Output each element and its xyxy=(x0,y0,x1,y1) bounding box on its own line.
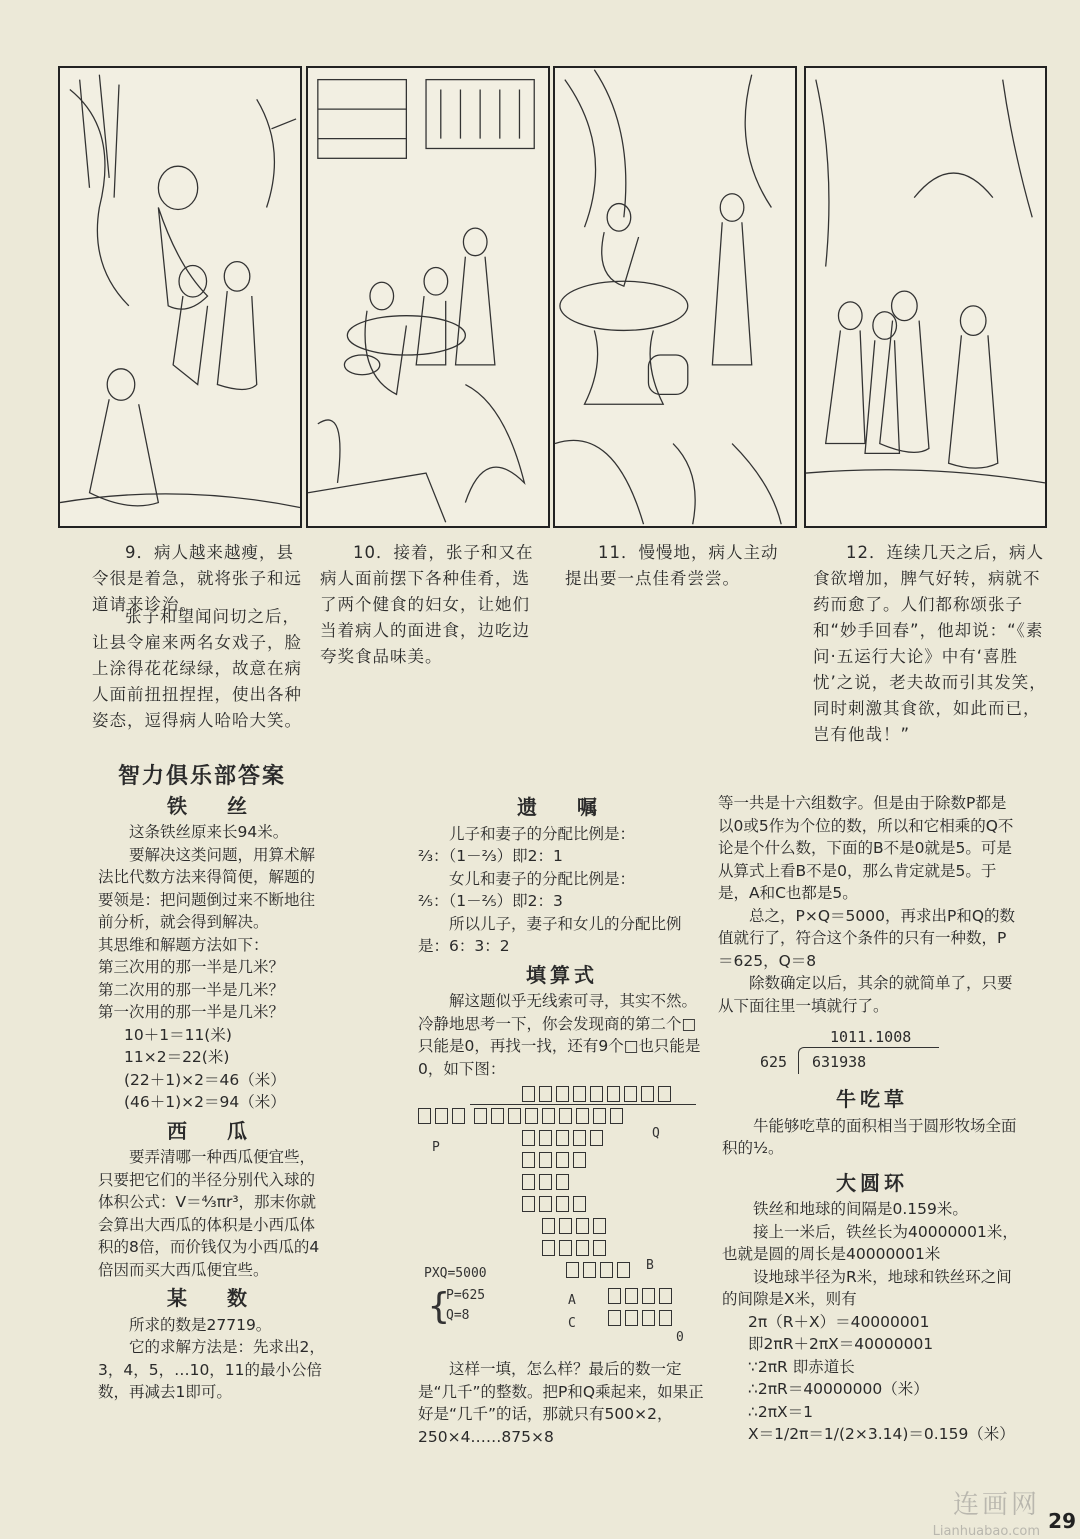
caption-11: 11．慢慢地，病人主动提出要一点佳肴尝尝。 xyxy=(565,543,779,588)
equation-line: ∴2πR＝40000000（米） xyxy=(748,1380,929,1398)
digit-box xyxy=(556,1130,569,1146)
page-number: 29 xyxy=(1048,1509,1076,1533)
answers-column-1 xyxy=(98,762,326,1404)
digit-box xyxy=(617,1262,630,1278)
digit-box xyxy=(607,1086,620,1102)
digit-box xyxy=(642,1288,655,1304)
label-a: A xyxy=(568,1293,576,1308)
digit-box xyxy=(522,1174,535,1190)
text-line: 其思维和解题方法如下： xyxy=(98,935,269,954)
heading-tiesi: 铁 丝 xyxy=(167,793,257,818)
text-line: 女儿和妻子的分配比例是： xyxy=(449,869,636,888)
equation-line: ∴2πX＝1 xyxy=(748,1402,814,1421)
label-pxq: PXQ=5000 xyxy=(424,1266,487,1281)
digit-box xyxy=(566,1262,579,1278)
text-line: 除数确定以后，其余的就简单了，只要从下面往里一填就行了。 xyxy=(718,974,1013,1015)
equation-line: (22＋1)×2＝46（米） xyxy=(124,1070,286,1089)
digit-box xyxy=(539,1196,552,1212)
digit-box xyxy=(642,1310,655,1326)
digit-box xyxy=(590,1130,603,1146)
digit-box xyxy=(522,1152,535,1168)
box-row xyxy=(608,1310,672,1326)
box-row xyxy=(522,1152,586,1168)
text-line: 要解决这类问题，用算术解法比代数方法来得简便，解题的要领是：把问题倒过来不断地往前分析，就会得到解决。 xyxy=(98,845,316,931)
heading-tiansuanshi: 填算式 xyxy=(526,962,598,987)
box-row xyxy=(608,1288,672,1304)
text-line: 牛能够吃草的面积相当于圆形牧场全面积的½。 xyxy=(722,1116,1017,1157)
digit-box xyxy=(418,1108,431,1124)
heading-yizhu: 遗 嘱 xyxy=(517,795,607,819)
digit-box xyxy=(435,1108,448,1124)
dividend: 631938 xyxy=(812,1053,867,1071)
digit-box xyxy=(539,1152,552,1168)
digit-box xyxy=(525,1108,538,1124)
digit-box xyxy=(556,1152,569,1168)
text-line: 这样一填，怎么样？最后的数一定是“几千”的整数。把P和Q乘起来，如果正好是“几千”的话，那就只有500×2，250×4……875×8 xyxy=(418,1360,704,1446)
digit-box xyxy=(573,1130,586,1146)
text-line: ⅖：（1－⅖）即2：3 xyxy=(418,892,563,910)
digit-box xyxy=(556,1196,569,1212)
digit-box xyxy=(576,1240,589,1256)
box-row xyxy=(474,1108,623,1124)
digit-box xyxy=(542,1240,555,1256)
digit-box xyxy=(583,1262,596,1278)
text-line: 设地球半径为R米，地球和铁丝环之间的间隙是X米，则有 xyxy=(722,1267,1012,1308)
answers-column-2 xyxy=(418,790,706,1080)
equation-line: 11×2＝22(米) xyxy=(124,1048,230,1066)
digit-box xyxy=(491,1108,504,1124)
digit-box xyxy=(508,1108,521,1124)
watermark-url: Lianhuabao.com xyxy=(932,1524,1040,1539)
digit-box xyxy=(573,1152,586,1168)
division-rule xyxy=(470,1104,696,1105)
text-line: 这条铁丝原来长94米。 xyxy=(129,823,289,841)
digit-box xyxy=(573,1196,586,1212)
caption-10: 10．接着，张子和又在病人面前摆下各种佳肴，选了两个健食的妇女，让她们当着病人的面进食，边吃边夸奖食品味美。 xyxy=(320,543,534,666)
box-row xyxy=(542,1218,606,1234)
text-line: 接上一米后，铁丝长为40000001米，也就是圆的周长是40000001米 xyxy=(722,1222,1018,1263)
label-zero: 0 xyxy=(676,1330,684,1345)
caption-12: 12．连续几天之后，病人食欲增加，脾气好转，病就不药而愈了。人们都称颂张子和“妙手回春”，他却说：“《素问·五运行大论》中有‘喜胜忧’之说，老夫故而引其发笑，同时刺激其食欲，如此而已，岂有他哉！” xyxy=(813,543,1047,744)
digit-box xyxy=(576,1108,589,1124)
text-line: 等一共是十六组数字。但是由于除数P都是以0或5作为个位的数，所以和它相乘的Q不论是个什么数，下面的B不是0就是5。可是从算式上看B不是0，那么肯定就是5。于是，A和C也都是5。 xyxy=(718,794,1014,902)
equation-line: 10＋1＝11(米) xyxy=(124,1025,232,1044)
divisor: 625 xyxy=(760,1053,788,1071)
caption-9: 9．病人越来越瘦，县令很是着急，就将张子和远道请来诊治。 xyxy=(92,543,302,614)
text-line: 解这题似乎无线索可寻，其实不然。冷静地思考一下，你会发现商的第二个□只能是0，再找一找，还有9个□也只能是0，如下图： xyxy=(418,992,701,1078)
illustration-panel-10 xyxy=(306,66,550,528)
illustration-panel-9 xyxy=(58,66,302,528)
digit-box xyxy=(608,1288,621,1304)
illustration-panel-11 xyxy=(553,66,797,528)
section-title: 智力俱乐部答案 xyxy=(118,764,287,789)
box-row xyxy=(522,1196,586,1212)
equation-line: 即2πR＋2πX＝40000001 xyxy=(748,1335,934,1353)
digit-box xyxy=(658,1086,671,1102)
quotient: 1011.1008 xyxy=(830,1028,912,1046)
heading-niuchicao: 牛吃草 xyxy=(836,1087,908,1111)
text-line: 总之，P×Q＝5000，再求出P和Q的数值就行了，符合这个条件的只有一种数，P＝625，Q＝8 xyxy=(718,906,1016,970)
label-q: Q xyxy=(652,1126,660,1141)
text-line: 它的求解方法是：先求出2，3，4，5，…10，11的最小公倍数，再减去1即可。 xyxy=(98,1338,325,1401)
text-line: 要弄清哪一种西瓜便宜些，只要把它们的半径分别代入球的体积公式：V＝⁴⁄₃πr³，那末你就会算出大西瓜的体积是小西瓜体积的8倍，而价钱仅为小西瓜的4倍因而买大西瓜便宜些。 xyxy=(98,1148,320,1279)
text-line: 儿子和妻子的分配比例是： xyxy=(449,824,636,843)
digit-box xyxy=(593,1240,606,1256)
label-c: C xyxy=(568,1316,576,1331)
box-row xyxy=(522,1130,603,1146)
digit-box xyxy=(610,1108,623,1124)
text-line: 第一次用的那一半是几米？ xyxy=(98,1003,285,1021)
digit-box xyxy=(556,1174,569,1190)
digit-box xyxy=(539,1174,552,1190)
digit-box xyxy=(625,1288,638,1304)
box-row xyxy=(566,1262,630,1278)
digit-box xyxy=(659,1288,672,1304)
text-line: 第三次用的那一半是几米？ xyxy=(98,958,285,976)
heading-dayuanhuan: 大圆环 xyxy=(836,1170,908,1195)
box-row xyxy=(522,1174,569,1190)
scene-drawing xyxy=(806,68,1045,526)
digit-box xyxy=(624,1086,637,1102)
digit-box xyxy=(600,1262,613,1278)
text-line: 第二次用的那一半是几米？ xyxy=(98,980,285,999)
illustration-panel-12 xyxy=(804,66,1047,528)
digit-box xyxy=(556,1086,569,1102)
digit-box xyxy=(452,1108,465,1124)
watermark-logo: 连画网 xyxy=(952,1490,1040,1520)
digit-box xyxy=(559,1218,572,1234)
digit-box xyxy=(590,1086,603,1102)
equation-line: X＝1/2π＝1/(2×3.14)＝0.159（米） xyxy=(748,1425,1015,1443)
text-line: ⅔：（1－⅔）即2：1 xyxy=(418,847,563,865)
digit-box xyxy=(641,1086,654,1102)
digit-box xyxy=(576,1218,589,1234)
label-q-eq: Q=8 xyxy=(446,1308,470,1323)
equation-line: 2π（R＋X）＝40000001 xyxy=(748,1312,930,1331)
scene-drawing xyxy=(308,68,548,526)
brace: { xyxy=(428,1286,450,1327)
digit-box xyxy=(542,1108,555,1124)
caption-9b: 张子和望闻问切之后，让县令雇来两名女戏子，脸上涂得花花绿绿，故意在病人面前扭扭捏捏，使出各种姿态，逗得病人哈哈大笑。 xyxy=(92,607,302,730)
digit-box xyxy=(573,1086,586,1102)
digit-box xyxy=(593,1218,606,1234)
tiansuanshi-after xyxy=(418,1358,706,1448)
box-row xyxy=(542,1240,606,1256)
scene-drawing xyxy=(555,68,795,526)
digit-box xyxy=(522,1130,535,1146)
digit-box xyxy=(474,1108,487,1124)
equation-line: ∵2πR 即赤道长 xyxy=(748,1357,855,1376)
digit-box xyxy=(659,1310,672,1326)
text-line: 所求的数是27719。 xyxy=(129,1315,272,1334)
digit-box xyxy=(559,1108,572,1124)
answers-column-3b xyxy=(722,1082,1022,1446)
text-line: 所以儿子，妻子和女儿的分配比例是：6：3：2 xyxy=(418,914,682,955)
answers-column-3 xyxy=(718,792,1018,1017)
digit-box xyxy=(522,1196,535,1212)
digit-box xyxy=(559,1240,572,1256)
label-p: P xyxy=(432,1140,440,1155)
scene-drawing xyxy=(60,68,300,526)
text-line: 铁丝和地球的间隔是0.159米。 xyxy=(753,1200,968,1218)
equation-line: (46＋1)×2＝94（米） xyxy=(124,1093,286,1111)
label-b: B xyxy=(646,1258,654,1273)
heading-xigua: 西 瓜 xyxy=(167,1118,257,1143)
digit-box xyxy=(608,1310,621,1326)
heading-moushu: 某 数 xyxy=(167,1286,257,1310)
digit-box xyxy=(625,1310,638,1326)
digit-box xyxy=(522,1086,535,1102)
box-row xyxy=(418,1108,465,1124)
digit-box xyxy=(593,1108,606,1124)
digit-box xyxy=(539,1130,552,1146)
label-p-eq: P=625 xyxy=(446,1288,486,1303)
box-row xyxy=(522,1086,671,1102)
digit-box xyxy=(542,1218,555,1234)
digit-box xyxy=(539,1086,552,1102)
